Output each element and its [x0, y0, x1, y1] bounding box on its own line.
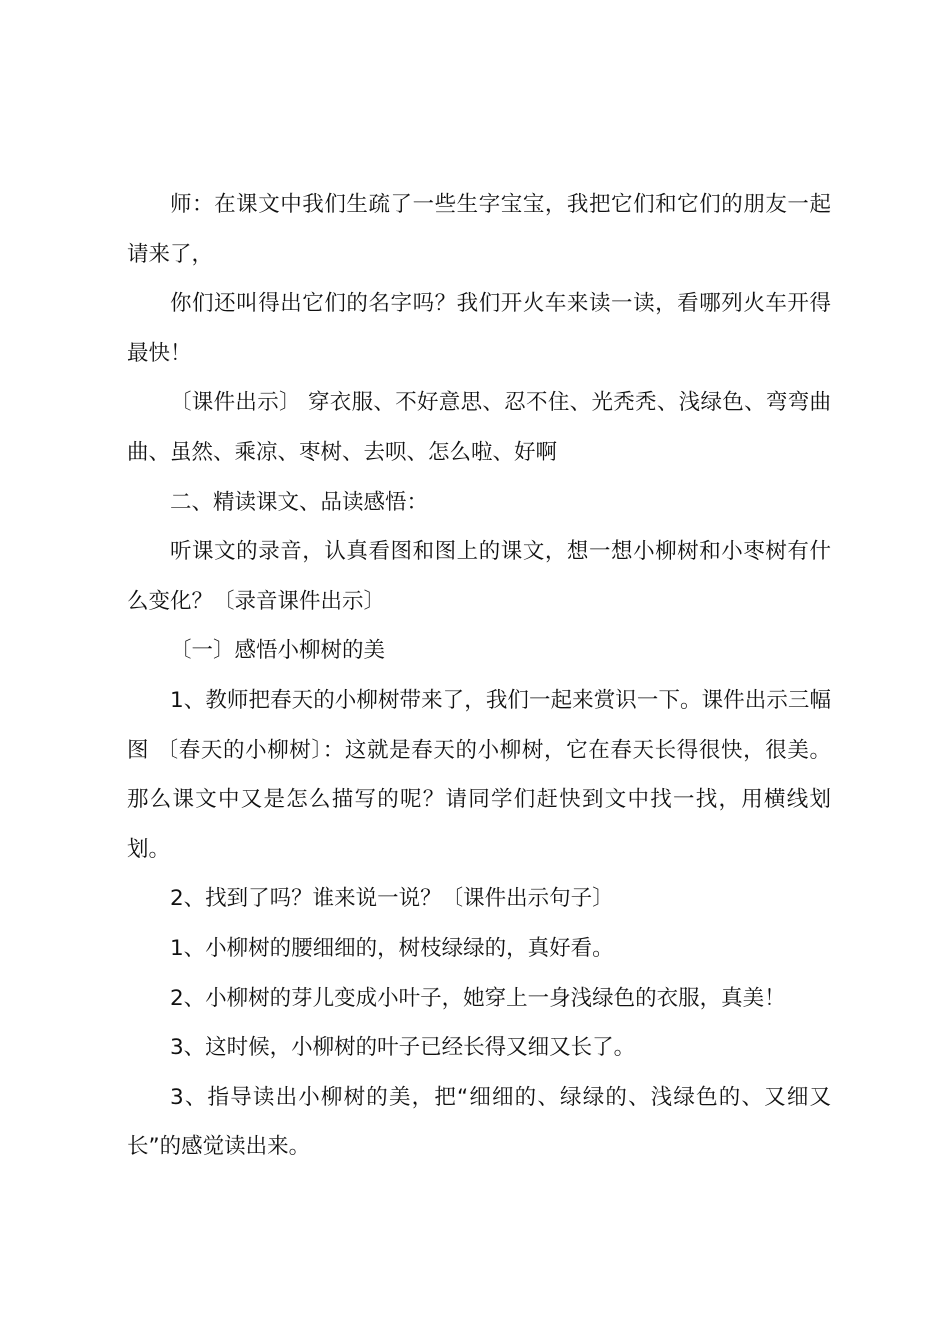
paragraph-guided-reading: 3、指导读出小柳树的美，把“细细的、绿绿的、浅绿色的、又细又长”的感觉读出来。 — [127, 1084, 831, 1160]
paragraph-found-it: 2、找到了吗？谁来说一说？〔课件出示句子〕 — [170, 886, 614, 912]
paragraph-train-reading: 你们还叫得出它们的名字吗？我们开火车来读一读，看哪列火车开得最快！ — [127, 291, 831, 366]
sentence-item-2: 2、小柳树的芽儿变成小叶子，她穿上一身浅绿色的衣服，真美！ — [170, 985, 786, 1011]
document-page — [127, 180, 831, 1172]
paragraph-teacher-intro: 师：在课文中我们生疏了一些生字宝宝，我把它们和它们的朋友一起请来了， — [127, 192, 831, 267]
sentence-item-3: 3、这时候，小柳树的叶子已经长得又细又长了。 — [170, 1035, 636, 1061]
paragraph-spring-willow: 1、教师把春天的小柳树带来了，我们一起来赏识一下。课件出示三幅图 〔春天的小柳树〕：这就是春天的小柳树，它在春天长得很快，很美。那么课文中又是怎么描写的呢？请同学们赶快到文中找一找，用横线划划。 — [127, 687, 831, 862]
subsection-heading-willow-beauty: 〔一〕感悟小柳树的美 — [170, 638, 386, 664]
sentence-item-1: 1、小柳树的腰细细的，树枝绿绿的，真好看。 — [170, 935, 614, 961]
section-heading-close-reading: 二、精读课文、品读感悟： — [170, 489, 429, 515]
paragraph-courseware-words: 〔课件出示〕 穿衣服、不好意思、忍不住、光秃秃、浅绿色、弯弯曲曲、虽然、乘凉、枣树、去呗、怎么啦、好啊 — [127, 390, 831, 465]
paragraph-listen-recording: 听课文的录音，认真看图和图上的课文，想一想小柳树和小枣树有什么变化？〔录音课件出示〕 — [127, 539, 831, 614]
